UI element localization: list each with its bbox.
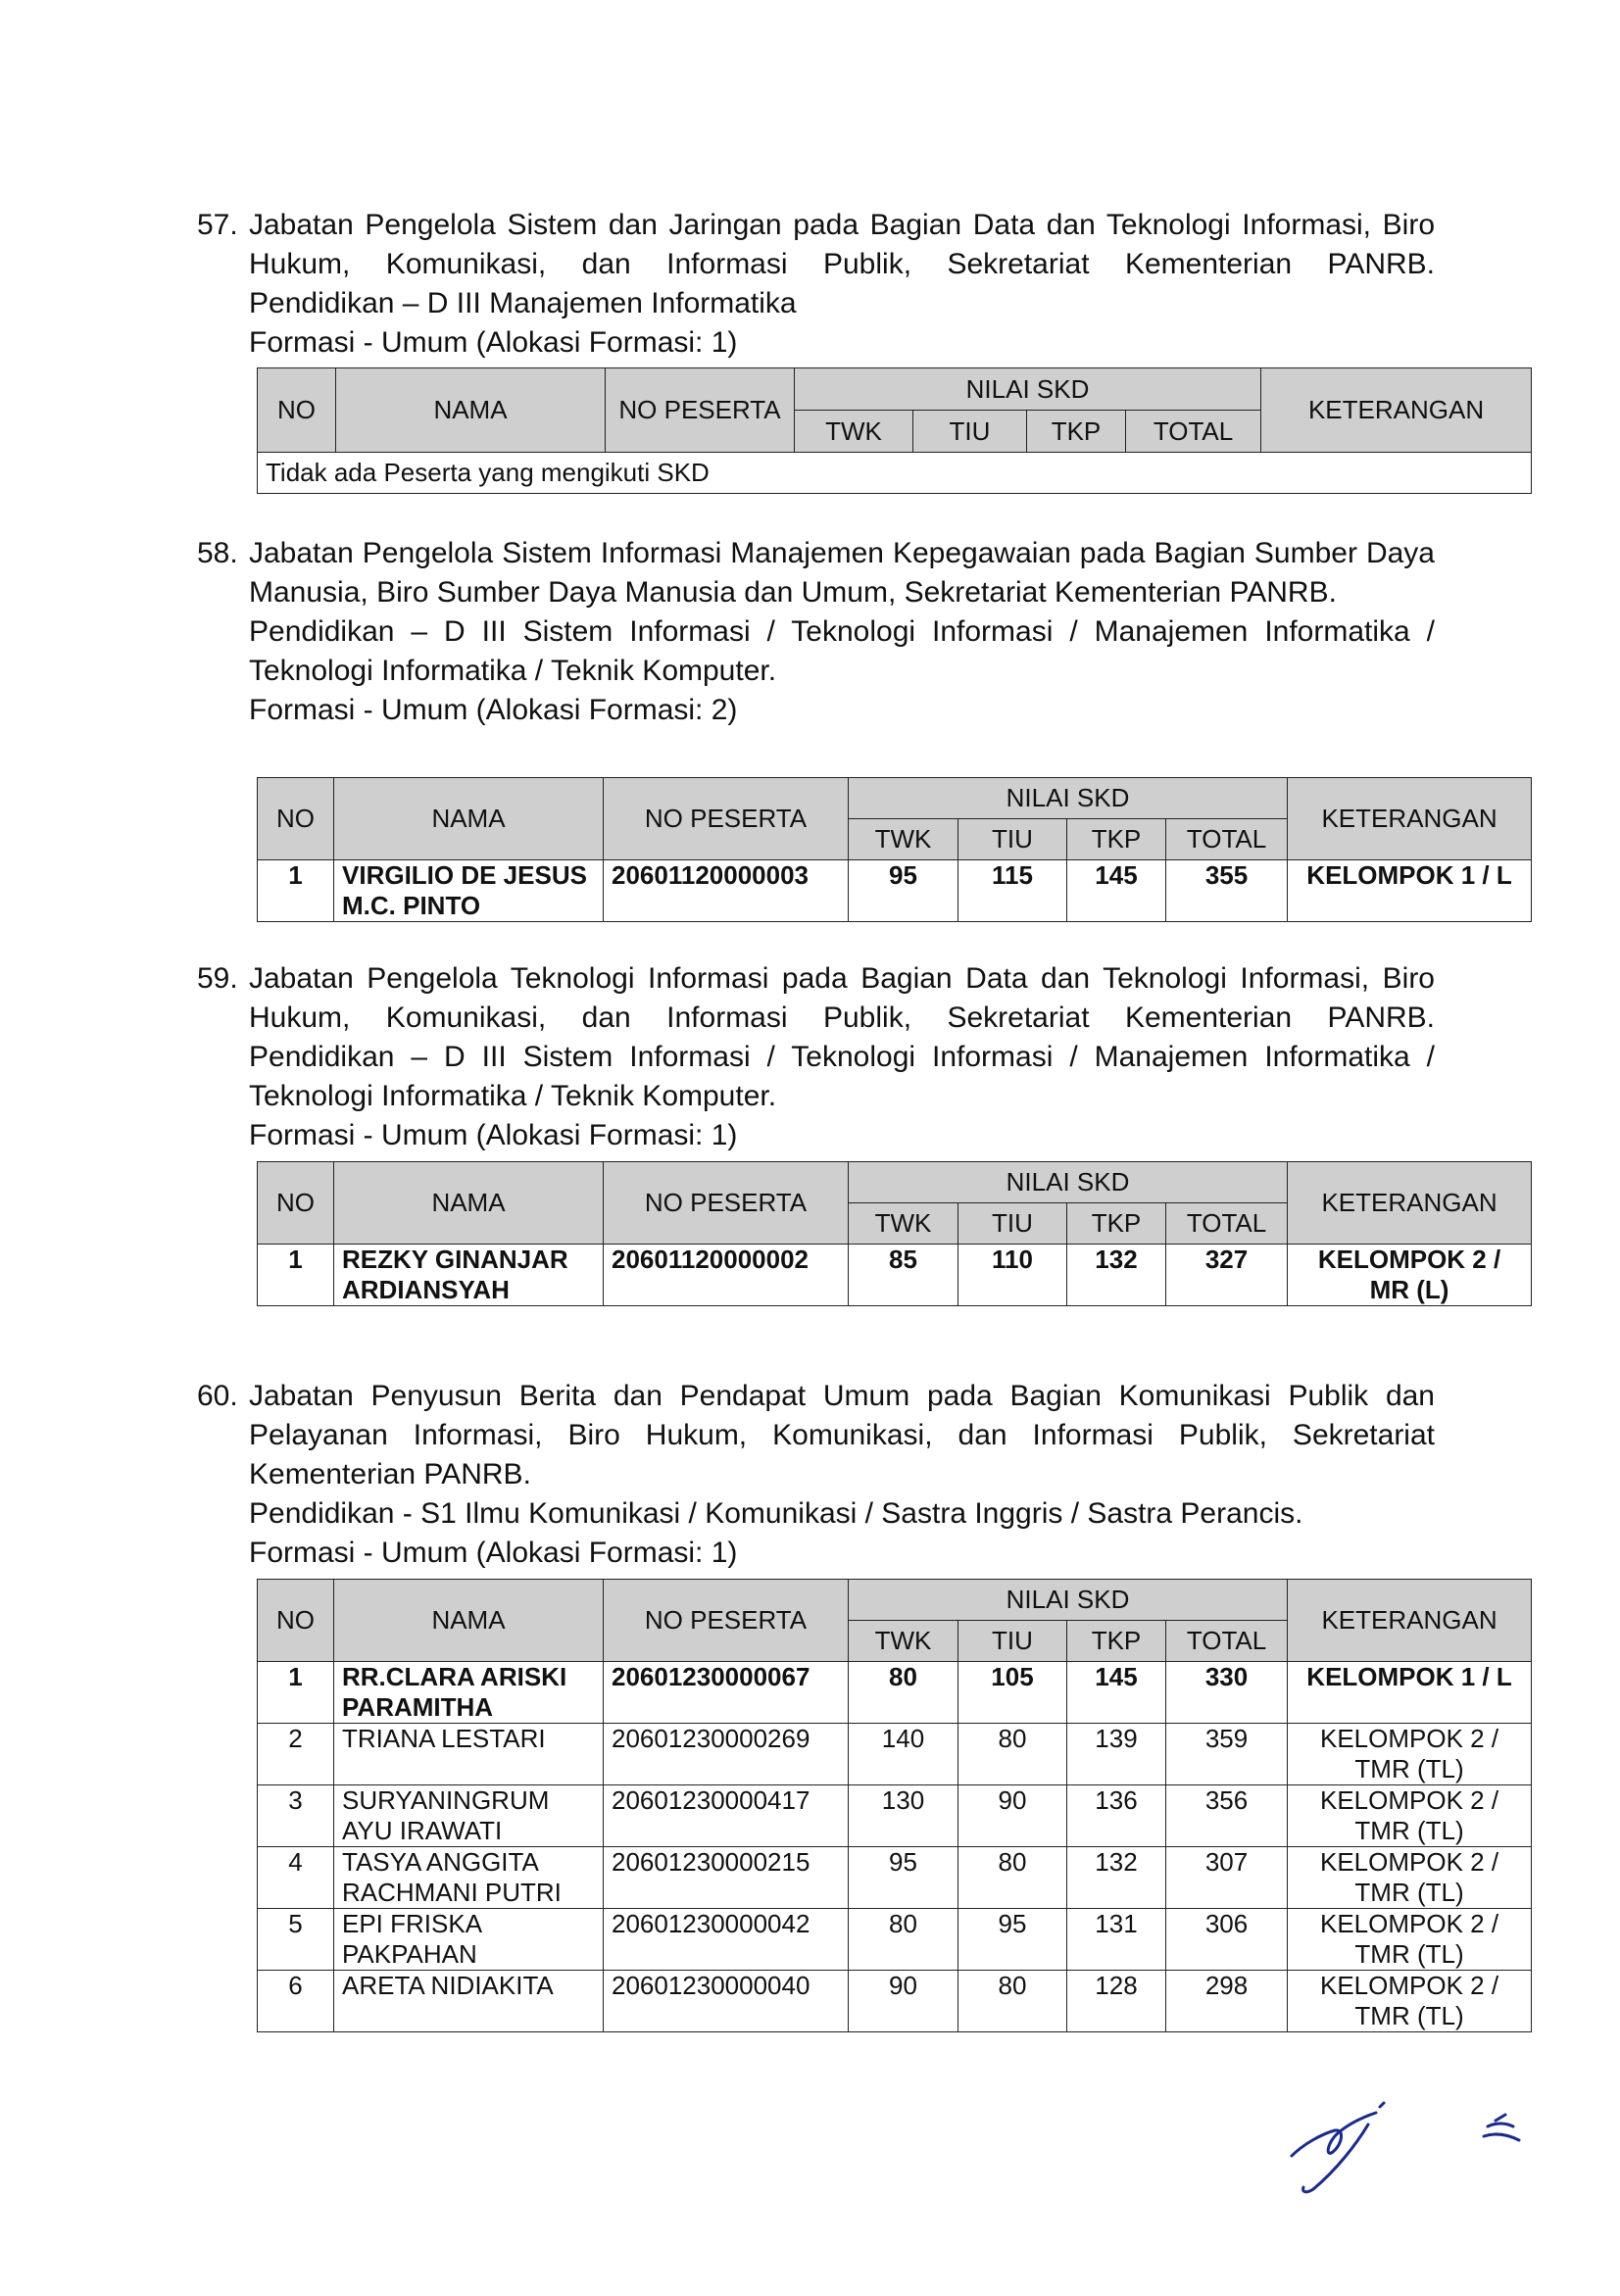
cell-keterangan: KELOMPOK 2 / TMR (TL) <box>1288 1909 1532 1971</box>
section-number: 57. <box>197 209 238 241</box>
cell-tkp: 128 <box>1067 1971 1166 2032</box>
header-nama: NAMA <box>334 778 604 860</box>
section-number: 59. <box>197 962 238 995</box>
header-keterangan: KETERANGAN <box>1288 1162 1532 1245</box>
skd-table <box>257 1579 1532 2032</box>
cell-tiu: 90 <box>958 1785 1067 1847</box>
cell-nama: EPI FRISKA PAKPAHAN <box>334 1909 604 1971</box>
section-title: Jabatan Pengelola Teknologi Informasi pada Bagian Data dan Teknologi Informasi, Biro Hukum, Komunikasi, dan Informasi Publik, Sekretariat Kementerian PANRB. <box>249 962 1435 1034</box>
section-60 <box>197 1377 1530 2030</box>
section-title: Jabatan Pengelola Sistem Informasi Manajemen Kepegawaian pada Bagian Sumber Daya Manusia, Biro Sumber Daya Manusia dan Umum, Sekretariat Kementerian PANRB. <box>249 537 1435 609</box>
section-heading <box>197 534 1530 730</box>
cell-total: 298 <box>1166 1971 1288 2032</box>
header-keterangan: KETERANGAN <box>1288 778 1532 860</box>
cell-tiu: 115 <box>958 860 1067 922</box>
cell-no-peserta: 20601230000269 <box>604 1724 849 1785</box>
table-row <box>258 1662 1532 1724</box>
section-58 <box>197 534 1530 920</box>
skd-table <box>257 367 1532 494</box>
pendidikan: Pendidikan - S1 Ilmu Komunikasi / Komunikasi / Sastra Inggris / Sastra Perancis. <box>249 1497 1303 1530</box>
table-row <box>258 1909 1532 1971</box>
table-row <box>258 1971 1532 2032</box>
section-heading <box>197 206 1530 363</box>
header-no: NO <box>258 1580 334 1662</box>
header-tkp: TKP <box>1067 819 1166 860</box>
header-no: NO <box>258 1162 334 1245</box>
formasi: Formasi - Umum (Alokasi Formasi: 1) <box>249 1537 738 1569</box>
cell-no: 1 <box>258 1662 334 1724</box>
cell-no-peserta: 20601230000417 <box>604 1785 849 1847</box>
cell-twk: 85 <box>849 1245 958 1306</box>
header-twk: TWK <box>849 1203 958 1245</box>
formasi: Formasi - Umum (Alokasi Formasi: 1) <box>249 326 738 359</box>
header-tkp: TKP <box>1027 411 1126 453</box>
cell-no: 4 <box>258 1847 334 1909</box>
cell-tkp: 131 <box>1067 1909 1166 1971</box>
cell-no-peserta: 20601120000002 <box>604 1245 849 1306</box>
cell-tiu: 80 <box>958 1724 1067 1785</box>
cell-no-peserta: 20601230000067 <box>604 1662 849 1724</box>
cell-nama: ARETA NIDIAKITA <box>334 1971 604 2032</box>
cell-total: 327 <box>1166 1245 1288 1306</box>
cell-no-peserta: 20601230000042 <box>604 1909 849 1971</box>
cell-total: 359 <box>1166 1724 1288 1785</box>
cell-twk: 95 <box>849 1847 958 1909</box>
header-total: TOTAL <box>1166 1621 1288 1662</box>
section-59 <box>197 959 1530 1304</box>
cell-keterangan: KELOMPOK 1 / L <box>1288 1662 1532 1724</box>
cell-tiu: 95 <box>958 1909 1067 1971</box>
cell-no-peserta: 20601230000040 <box>604 1971 849 2032</box>
cell-twk: 80 <box>849 1662 958 1724</box>
table-row <box>258 453 1532 494</box>
header-nilai-skd: NILAI SKD <box>849 1162 1288 1203</box>
cell-tkp: 136 <box>1067 1785 1166 1847</box>
header-keterangan: KETERANGAN <box>1288 1580 1532 1662</box>
header-twk: TWK <box>849 819 958 860</box>
header-no-peserta: NO PESERTA <box>604 1580 849 1662</box>
cell-keterangan: KELOMPOK 2 / MR (L) <box>1288 1245 1532 1306</box>
header-nilai-skd: NILAI SKD <box>849 778 1288 819</box>
header-nilai-skd: NILAI SKD <box>795 368 1261 411</box>
header-no-peserta: NO PESERTA <box>606 368 795 453</box>
header-tiu: TIU <box>913 411 1027 453</box>
cell-tiu: 110 <box>958 1245 1067 1306</box>
cell-no: 6 <box>258 1971 334 2032</box>
pendidikan: Pendidikan – D III Sistem Informasi / Teknologi Informasi / Manajemen Informatika / Teknologi Informatika / Teknik Komputer. <box>249 1041 1435 1112</box>
header-twk: TWK <box>849 1621 958 1662</box>
table-row <box>258 1785 1532 1847</box>
cell-tkp: 132 <box>1067 1245 1166 1306</box>
section-title: Jabatan Pengelola Sistem dan Jaringan pada Bagian Data dan Teknologi Informasi, Biro Hukum, Komunikasi, dan Informasi Publik, Sekretariat Kementerian PANRB. <box>249 209 1435 280</box>
cell-total: 306 <box>1166 1909 1288 1971</box>
cell-tkp: 139 <box>1067 1724 1166 1785</box>
header-total: TOTAL <box>1166 1203 1288 1245</box>
empty-note: Tidak ada Peserta yang mengikuti SKD <box>258 453 1532 494</box>
cell-no: 3 <box>258 1785 334 1847</box>
cell-nama: TASYA ANGGITA RACHMANI PUTRI <box>334 1847 604 1909</box>
formasi: Formasi - Umum (Alokasi Formasi: 2) <box>249 694 738 726</box>
table-row <box>258 1724 1532 1785</box>
cell-total: 307 <box>1166 1847 1288 1909</box>
header-tiu: TIU <box>958 1203 1067 1245</box>
cell-total: 355 <box>1166 860 1288 922</box>
header-nama: NAMA <box>334 1162 604 1245</box>
cell-total: 356 <box>1166 1785 1288 1847</box>
header-no: NO <box>258 368 336 453</box>
cell-twk: 90 <box>849 1971 958 2032</box>
pendidikan: Pendidikan – D III Manajemen Informatika <box>249 287 797 319</box>
header-tiu: TIU <box>958 819 1067 860</box>
skd-table <box>257 777 1532 922</box>
cell-total: 330 <box>1166 1662 1288 1724</box>
header-nilai-skd: NILAI SKD <box>849 1580 1288 1621</box>
cell-tkp: 145 <box>1067 1662 1166 1724</box>
header-no-peserta: NO PESERTA <box>604 778 849 860</box>
cell-keterangan: KELOMPOK 2 / TMR (TL) <box>1288 1724 1532 1785</box>
cell-no-peserta: 20601230000215 <box>604 1847 849 1909</box>
section-heading <box>197 959 1530 1155</box>
header-no-peserta: NO PESERTA <box>604 1162 849 1245</box>
cell-nama: REZKY GINANJAR ARDIANSYAH <box>334 1245 604 1306</box>
header-no: NO <box>258 778 334 860</box>
cell-nama: VIRGILIO DE JESUS M.C. PINTO <box>334 860 604 922</box>
cell-twk: 80 <box>849 1909 958 1971</box>
table-row <box>258 1245 1532 1306</box>
cell-no-peserta: 20601120000003 <box>604 860 849 922</box>
header-tkp: TKP <box>1067 1621 1166 1662</box>
cell-keterangan: KELOMPOK 2 / TMR (TL) <box>1288 1847 1532 1909</box>
cell-keterangan: KELOMPOK 1 / L <box>1288 860 1532 922</box>
cell-tkp: 132 <box>1067 1847 1166 1909</box>
section-number: 60. <box>197 1380 238 1412</box>
formasi: Formasi - Umum (Alokasi Formasi: 1) <box>249 1119 738 1151</box>
header-nama: NAMA <box>336 368 606 453</box>
header-total: TOTAL <box>1166 819 1288 860</box>
section-57 <box>197 206 1530 487</box>
cell-tkp: 145 <box>1067 860 1166 922</box>
cell-keterangan: KELOMPOK 2 / TMR (TL) <box>1288 1785 1532 1847</box>
pendidikan: Pendidikan – D III Sistem Informasi / Teknologi Informasi / Manajemen Informatika / Teknologi Informatika / Teknik Komputer. <box>249 615 1435 687</box>
table-row <box>258 1847 1532 1909</box>
header-keterangan: KETERANGAN <box>1261 368 1532 453</box>
header-nama: NAMA <box>334 1580 604 1662</box>
cell-twk: 95 <box>849 860 958 922</box>
cell-no: 5 <box>258 1909 334 1971</box>
cell-nama: RR.CLARA ARISKI PARAMITHA <box>334 1662 604 1724</box>
table-row <box>258 860 1532 922</box>
cell-no: 2 <box>258 1724 334 1785</box>
header-tkp: TKP <box>1067 1203 1166 1245</box>
cell-nama: SURYANINGRUM AYU IRAWATI <box>334 1785 604 1847</box>
header-tiu: TIU <box>958 1621 1067 1662</box>
section-title: Jabatan Penyusun Berita dan Pendapat Umum pada Bagian Komunikasi Publik dan Pelayanan Informasi, Biro Hukum, Komunikasi, dan Informasi Publik, Sekretariat Kementerian PANRB. <box>249 1380 1435 1490</box>
skd-table <box>257 1161 1532 1306</box>
header-twk: TWK <box>795 411 913 453</box>
section-heading <box>197 1377 1530 1573</box>
cell-tiu: 80 <box>958 1847 1067 1909</box>
cell-keterangan: KELOMPOK 2 / TMR (TL) <box>1288 1971 1532 2032</box>
cell-no: 1 <box>258 860 334 922</box>
cell-twk: 130 <box>849 1785 958 1847</box>
signature-initials <box>1274 2087 1529 2195</box>
cell-nama: TRIANA LESTARI <box>334 1724 604 1785</box>
cell-tiu: 80 <box>958 1971 1067 2032</box>
section-number: 58. <box>197 537 238 569</box>
cell-no: 1 <box>258 1245 334 1306</box>
cell-tiu: 105 <box>958 1662 1067 1724</box>
header-total: TOTAL <box>1126 411 1261 453</box>
cell-twk: 140 <box>849 1724 958 1785</box>
